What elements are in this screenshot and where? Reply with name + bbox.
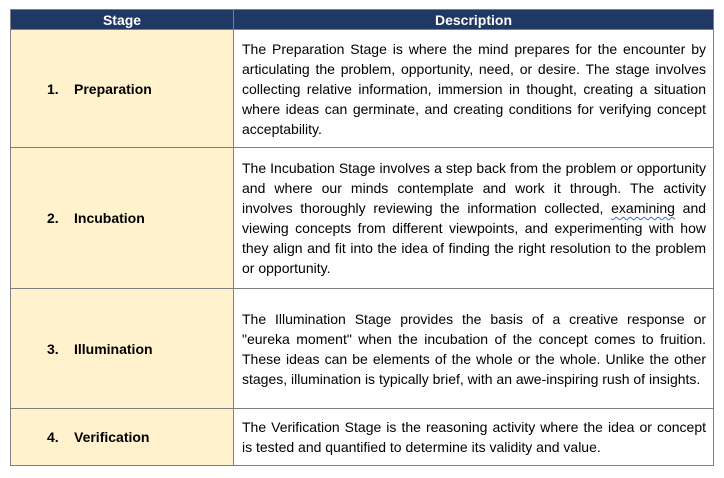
stage-column-header: Stage <box>11 10 234 30</box>
stage-description: The Preparation Stage is where the mind prepares for the encounter by articulating the problem, opportunity, need, or desire. The stage involves collecting relative information, immersion in thought, creating a situation where ideas can germinate, and creating conditions for verifying concept acceptability. <box>234 30 714 148</box>
stage-cell <box>11 148 234 289</box>
creative-process-stages-table <box>10 9 714 466</box>
stage-cell <box>11 289 234 409</box>
stage-name: Verification <box>74 429 150 445</box>
description-text-before: The Incubation Stage involves a step back from the problem or opportunity and where our minds contemplate and work it through. The activity involves thoroughly reviewing the information collected, <box>242 160 706 216</box>
stage-name: Illumination <box>74 340 153 357</box>
stage-number: 4. <box>47 429 59 445</box>
description-column-header: Description <box>234 10 714 30</box>
stage-number: 1. <box>47 80 59 97</box>
stage-cell <box>11 409 234 466</box>
description-text-after: and viewing concepts from different viewpoints, and experimenting with how they align and fit into the idea of finding the right resolution to the problem or opportunity. <box>242 200 707 276</box>
stage-description: The Verification Stage is the reasoning activity where the idea or concept is tested and quantified to determine its validity and value. <box>234 409 714 466</box>
table-row <box>11 289 714 409</box>
stage-number: 3. <box>47 340 59 357</box>
stage-name: Preparation <box>74 80 152 97</box>
spellcheck-flagged-word[interactable]: examining <box>611 200 675 216</box>
stage-name: Incubation <box>74 210 145 226</box>
stage-description <box>234 148 714 289</box>
stage-description: The Illumination Stage provides the basis of a creative response or "eureka moment" when the incubation of the concept comes to fruition. These ideas can be elements of the whole or the whole. Unlike the other stages, illumination is typically brief, with an awe-inspiring rush of insights. <box>234 289 714 409</box>
table-row <box>11 409 714 466</box>
table-row <box>11 30 714 148</box>
stage-number: 2. <box>47 210 59 226</box>
table-row <box>11 148 714 289</box>
stage-cell <box>11 30 234 148</box>
table-header-row <box>11 10 714 30</box>
